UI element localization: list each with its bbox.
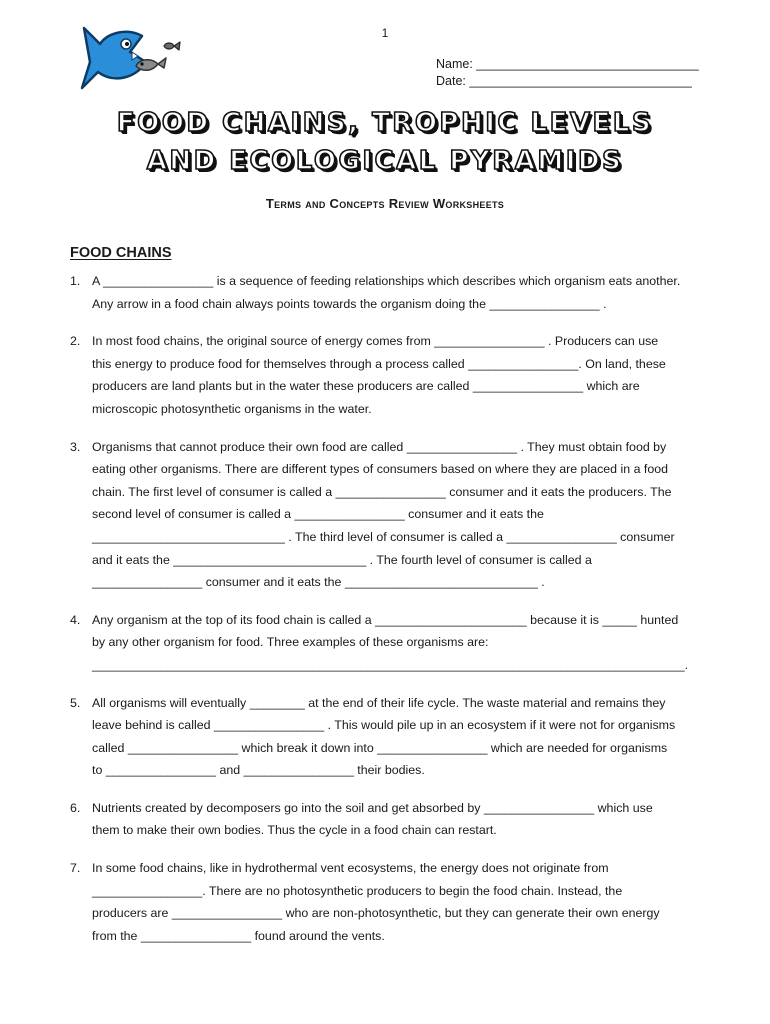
title-line-2: AND ECOLOGICAL PYRAMIDS [146, 146, 624, 176]
question-text-line[interactable]: ______________________________________________________________________________________. [92, 657, 689, 672]
worksheet-title [0, 104, 770, 180]
question-text-line[interactable]: chain. The first level of consumer is called a ________________ consumer and it eats the producers. The [92, 484, 672, 499]
section-heading-food-chains: FOOD CHAINS [70, 245, 172, 261]
page-number: 1 [381, 26, 389, 40]
question-number: 6. [70, 800, 81, 815]
title-line-1: FOOD CHAINS, TROPHIC LEVELS [116, 108, 654, 138]
question-text-line[interactable]: Organisms that cannot produce their own food are called ________________ . They must obtain food by [92, 439, 667, 454]
date-field[interactable]: Date: ________________________________ [436, 74, 692, 88]
question-text-line[interactable]: In some food chains, like in hydrothermal vent ecosystems, the energy does not originate from [92, 861, 609, 876]
question-text-line[interactable]: ________________ consumer and it eats the ____________________________ . [92, 575, 545, 590]
question-text-line[interactable]: Any arrow in a food chain always points towards the organism doing the ________________ . [92, 296, 607, 311]
question-text-line[interactable]: producers are ________________ who are non-photosynthetic, but they can generate their own energy [92, 906, 660, 921]
question-item [70, 270, 710, 315]
question-number: 5. [70, 695, 81, 710]
name-field[interactable]: Name: ________________________________ [436, 57, 699, 71]
question-item [70, 797, 710, 842]
question-item [70, 857, 710, 947]
question-number: 2. [70, 334, 81, 349]
question-text-line[interactable]: eating other organisms. There are different types of consumers based on where they are placed in a food [92, 462, 669, 477]
question-number: 1. [70, 274, 81, 288]
question-text-line[interactable]: A ________________ is a sequence of feeding relationships which describes which organism eats another. [92, 274, 681, 288]
question-text-line[interactable]: and it eats the ____________________________ . The fourth level of consumer is called a [92, 552, 592, 567]
question-text-line[interactable]: Any organism at the top of its food chain is called a ______________________ because it is _____ hunted [92, 612, 679, 627]
question-text-line[interactable]: ________________. There are no photosynthetic producers to begin the food chain. Instead, the [92, 883, 623, 898]
question-text-line[interactable]: All organisms will eventually ________ at the end of their life cycle. The waste material and remains they [92, 695, 666, 710]
question-list [70, 270, 710, 962]
worksheet-subtitle: Terms and Concepts Review Worksheets [265, 196, 505, 211]
question-item [70, 330, 710, 420]
question-number: 7. [70, 861, 81, 876]
question-text-line[interactable]: from the ________________ found around the vents. [92, 928, 385, 943]
question-text-line[interactable]: Nutrients created by decomposers go into the soil and get absorbed by ________________ which use [92, 800, 653, 815]
question-text-line[interactable]: by any other organism for food. Three examples of these organisms are: [92, 635, 489, 650]
fish-logo-icon [74, 22, 184, 98]
question-item [70, 692, 710, 782]
question-number: 4. [70, 612, 81, 627]
question-text-line[interactable]: called ________________ which break it down into ________________ which are needed for organisms [92, 740, 668, 755]
question-text-line[interactable]: microscopic photosynthetic organisms in the water. [92, 401, 372, 416]
question-item [70, 436, 710, 594]
question-text-line[interactable]: them to make their own bodies. Thus the cycle in a food chain can restart. [92, 823, 497, 838]
question-text-line[interactable]: to ________________ and ________________ their bodies. [92, 763, 425, 778]
question-text-line[interactable]: leave behind is called ________________ . This would pile up in an ecosystem if it were not for organisms [92, 718, 676, 733]
question-text-line[interactable]: ____________________________ . The third level of consumer is called a ________________ consumer [92, 529, 675, 544]
question-text-line[interactable]: producers are land plants but in the water these producers are called ________________ which are [92, 379, 640, 394]
question-text-line[interactable]: second level of consumer is called a ________________ consumer and it eats the [92, 507, 544, 522]
question-item [70, 609, 710, 677]
name-date-block [436, 56, 699, 90]
question-number: 3. [70, 439, 81, 454]
question-text-line[interactable]: In most food chains, the original source of energy comes from ________________ . Producers can use [92, 334, 659, 349]
question-text-line[interactable]: this energy to produce food for themselves through a process called ________________. On land, these [92, 356, 666, 371]
